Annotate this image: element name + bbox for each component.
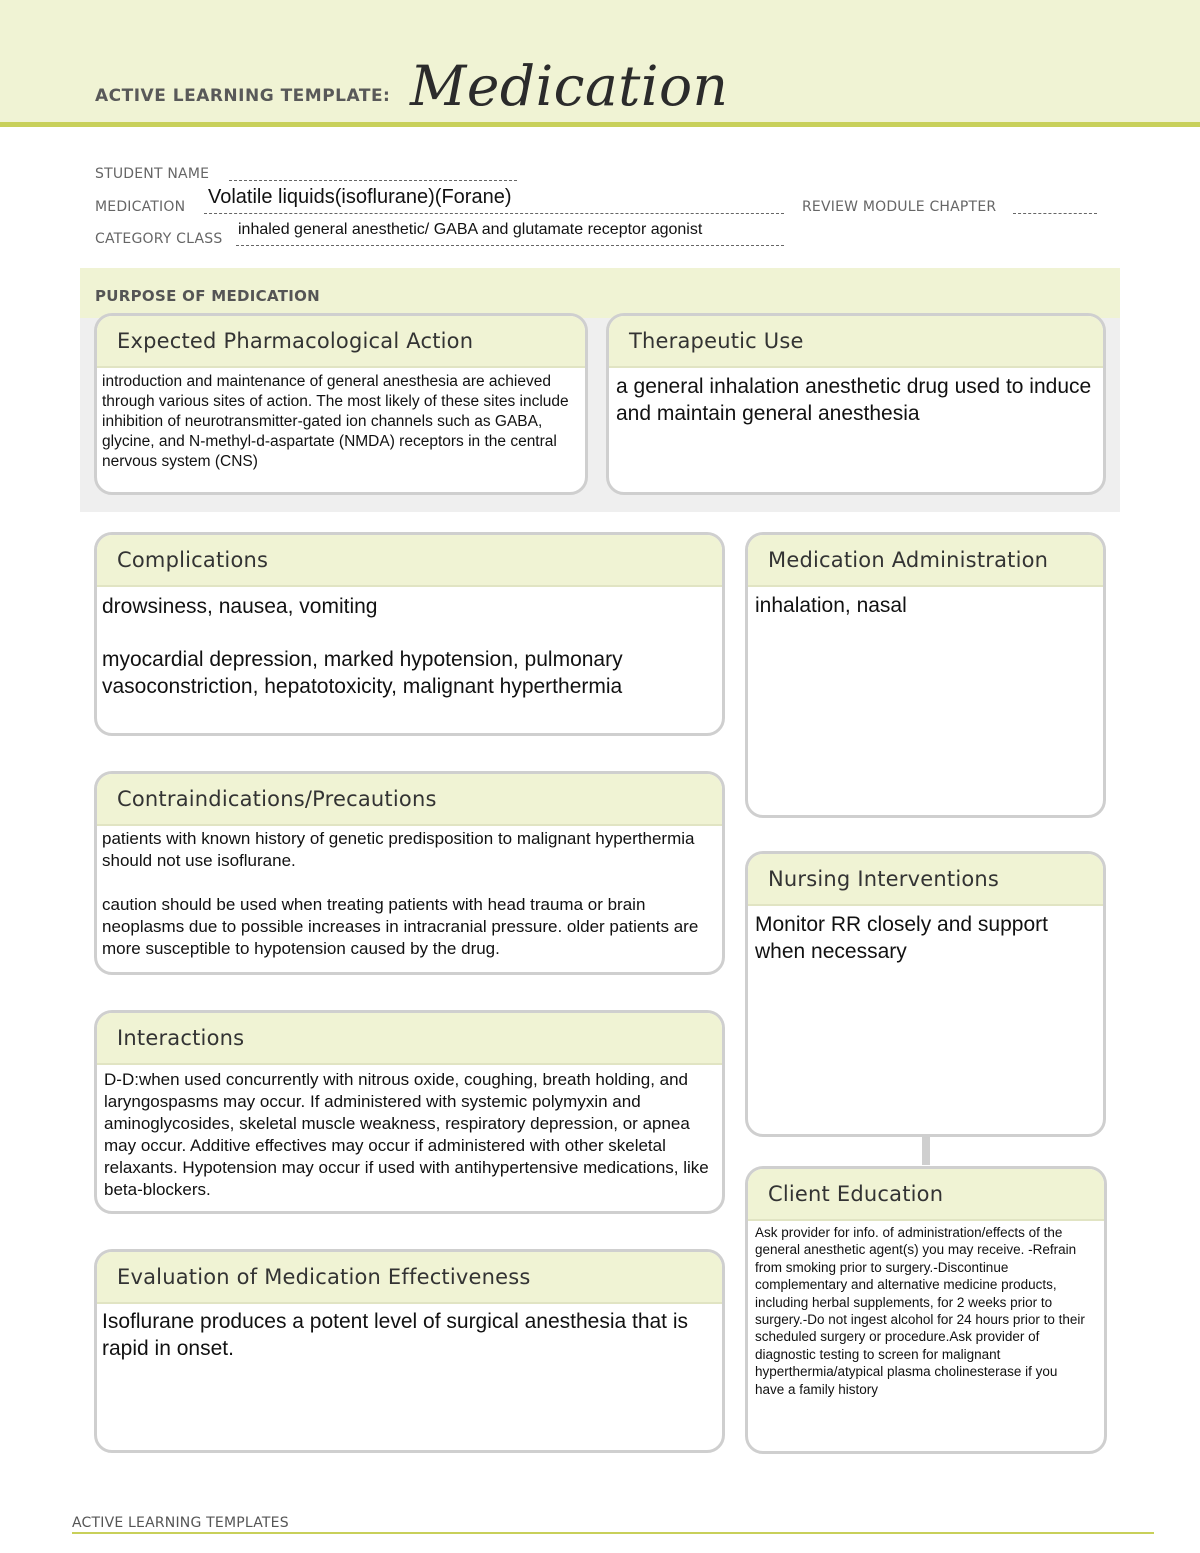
evaluation-text: Isoflurane produces a potent level of surgical anesthesia that is rapid in onset. — [102, 1310, 689, 1360]
student-name-label: STUDENT NAME — [95, 166, 210, 182]
complications-title: Complications — [97, 535, 722, 587]
contraindications-title: Contraindications/Precautions — [97, 774, 722, 826]
contraindications-para-2: caution should be used when treating patients with head trauma or brain neoplasms due to possible increases in intracranial pressure. older patients are more susceptible to hypotension caused by the drug. — [102, 895, 699, 958]
therapeutic-use-text: a general inhalation anesthetic drug used to induce and maintain general anesthesia — [616, 375, 1092, 425]
header-rule — [0, 122, 1200, 127]
complications-line-1: drowsiness, nausea, vomiting — [102, 595, 378, 618]
nursing-title: Nursing Interventions — [748, 854, 1103, 906]
nursing-box — [745, 851, 1106, 1137]
footer-rule — [72, 1532, 1154, 1534]
student-name-line — [229, 180, 517, 181]
review-module-label: REVIEW MODULE CHAPTER — [802, 199, 997, 215]
complications-line-2: myocardial depression, marked hypotension, pulmonary vasoconstriction, hepatotoxicity, malignant hyperthermia — [102, 648, 623, 698]
category-class-line — [236, 245, 784, 246]
complications-box — [94, 532, 725, 736]
contraindications-box — [94, 771, 725, 975]
administration-text: inhalation, nasal — [755, 594, 907, 617]
expected-action-title: Expected Pharmacological Action — [97, 316, 585, 368]
category-class-label: CATEGORY CLASS — [95, 231, 223, 247]
review-module-line — [1013, 213, 1097, 214]
footer-label: ACTIVE LEARNING TEMPLATES — [72, 1515, 289, 1531]
expected-action-text: introduction and maintenance of general anesthesia are achieved through various sites of action. The most likely of these sites include inhibition of neurotransmitter-gated ion channels such as GABA, glycine, and N-methyl-d-aspartate (NMDA) receptors in the central nervous system (CNS) — [102, 373, 569, 470]
administration-box — [745, 532, 1106, 818]
evaluation-box — [94, 1249, 725, 1453]
connector — [922, 1135, 930, 1165]
client-education-text: Ask provider for info. of administration/effects of the general anesthetic agent(s) you may receive. -Refrain from smoking prior to surgery.-Discontinue complementary and alternative medicine products, including herbal supplements, for 2 weeks prior to surgery.-Do not ingest alcohol for 24 hours prior to their scheduled surgery or procedure.Ask provider of diagnostic testing to screen for malignant hyperthermia/atypical plasma cholinesterase if you have a family history — [755, 1225, 1085, 1397]
interactions-title: Interactions — [97, 1013, 722, 1065]
evaluation-title: Evaluation of Medication Effectiveness — [97, 1252, 722, 1304]
medication-label: MEDICATION — [95, 199, 186, 215]
interactions-text: D-D:when used concurrently with nitrous oxide, coughing, breath holding, and laryngospasms may occur. If administered with systemic polymyxin and aminoglycosides, skeletal muscle weakness, respiratory depression, or apnea may occur. Additive effectives may occur if administered with other skeletal relaxants. Hypotension may occur if used with antihypertensive medications, like beta-blockers. — [104, 1070, 709, 1199]
client-education-title: Client Education — [748, 1169, 1104, 1221]
interactions-box — [94, 1010, 725, 1214]
template-label: ACTIVE LEARNING TEMPLATE: — [95, 86, 391, 106]
nursing-text: Monitor RR closely and support when necessary — [755, 913, 1048, 963]
medication-field[interactable]: Volatile liquids(isoflurane)(Forane) — [208, 186, 512, 208]
expected-action-box — [94, 313, 588, 495]
page-title: Medication — [410, 54, 729, 118]
category-class-field[interactable]: inhaled general anesthetic/ GABA and glutamate receptor agonist — [238, 221, 703, 238]
medication-line — [204, 213, 784, 214]
therapeutic-use-title: Therapeutic Use — [609, 316, 1103, 368]
therapeutic-use-box — [606, 313, 1106, 495]
client-education-box — [745, 1166, 1107, 1454]
contraindications-para-1: patients with known history of genetic predisposition to malignant hyperthermia should not use isoflurane. — [102, 829, 695, 870]
administration-title: Medication Administration — [748, 535, 1103, 587]
purpose-label: PURPOSE OF MEDICATION — [95, 287, 321, 305]
